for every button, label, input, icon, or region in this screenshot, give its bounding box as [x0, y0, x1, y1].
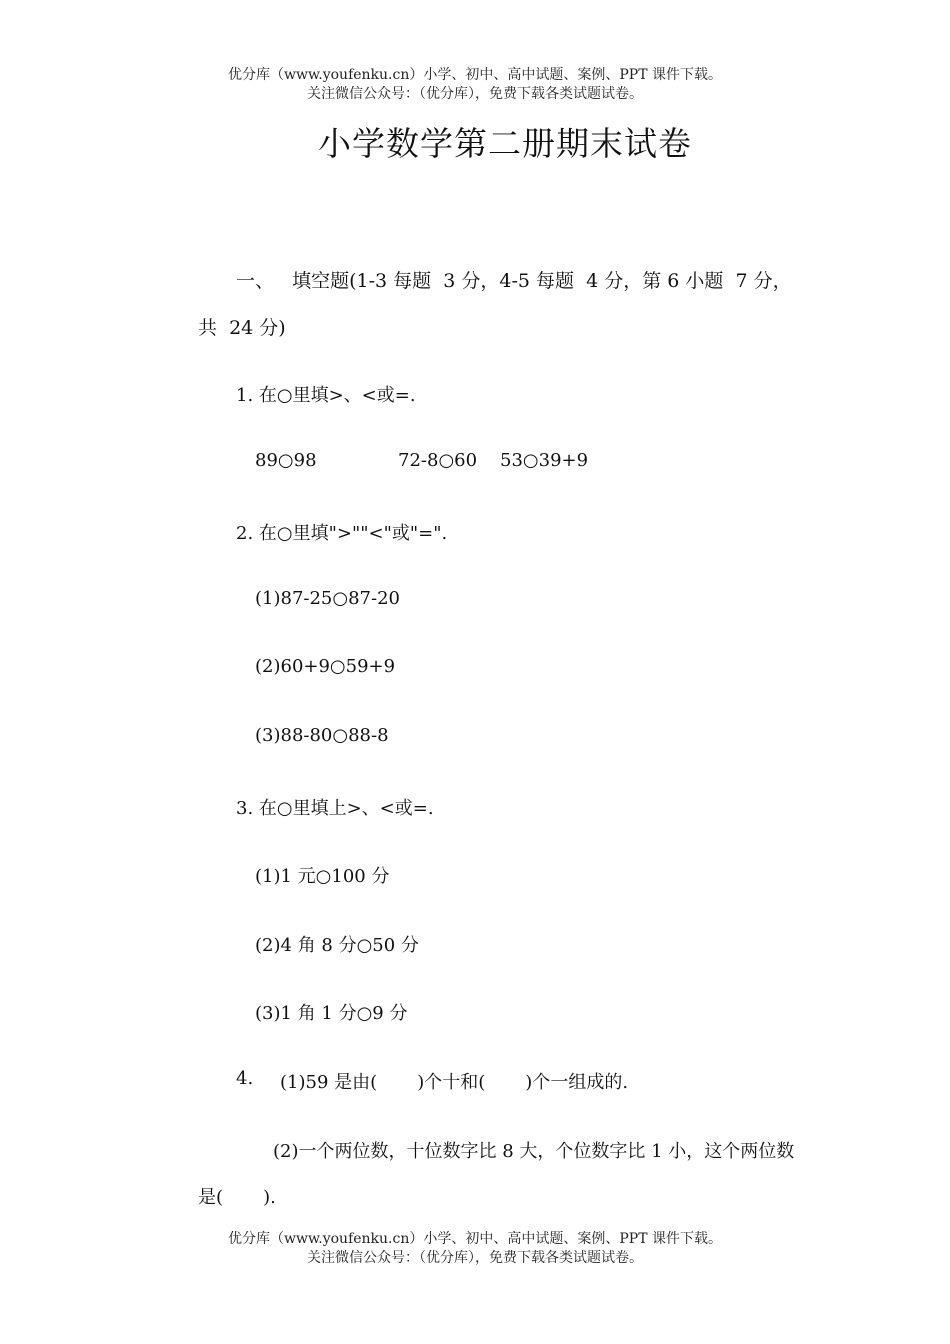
q3-prompt: 3. 在○里填上>、<或=.	[236, 798, 434, 819]
q4-part2: (2)一个两位数，十位数字比 8 大，个位数字比 1 小，这个两位数	[273, 1141, 795, 1162]
q4-part2-cont: 是( ).	[198, 1187, 276, 1208]
section1-heading-cont: 共 24 分)	[198, 317, 286, 339]
q4-part1: (1)59 是由( )个十和( )个一组成的.	[280, 1072, 629, 1093]
q1-item-2: 72-8○60	[398, 450, 478, 471]
q3-item-1: (1)1 元○100 分	[255, 866, 390, 887]
footer-source-line: 优分库（www.youfenku.cn）小学、初中、高中试题、案例、PPT 课件下载。	[227, 1231, 722, 1247]
section1-heading: 一、 填空题(1-3 每题 3 分，4-5 每题 4 分，第 6 小题 7 分，	[236, 270, 792, 292]
page-title: 小学数学第二册期末试卷	[318, 124, 692, 163]
header-source-line: 优分库（www.youfenku.cn）小学、初中、高中试题、案例、PPT 课件下载。	[227, 67, 722, 83]
header-wechat-line: 关注微信公众号：（优分库），免费下载各类试题试卷。	[307, 86, 643, 102]
q2-item-3: (3)88-80○88-8	[255, 725, 389, 746]
q1-item-1: 89○98	[255, 450, 317, 471]
q4-number: 4.	[236, 1068, 254, 1089]
q2-prompt: 2. 在○里填">""<"或"=".	[236, 523, 448, 544]
q2-item-1: (1)87-25○87-20	[255, 588, 400, 609]
q3-item-2: (2)4 角 8 分○50 分	[255, 935, 419, 956]
q1-item-3: 53○39+9	[500, 450, 589, 471]
q3-item-3: (3)1 角 1 分○9 分	[255, 1003, 408, 1024]
q2-item-2: (2)60+9○59+9	[255, 656, 396, 677]
q1-prompt: 1. 在○里填>、<或=.	[236, 385, 416, 406]
footer-wechat-line: 关注微信公众号：（优分库），免费下载各类试题试卷。	[307, 1250, 643, 1266]
